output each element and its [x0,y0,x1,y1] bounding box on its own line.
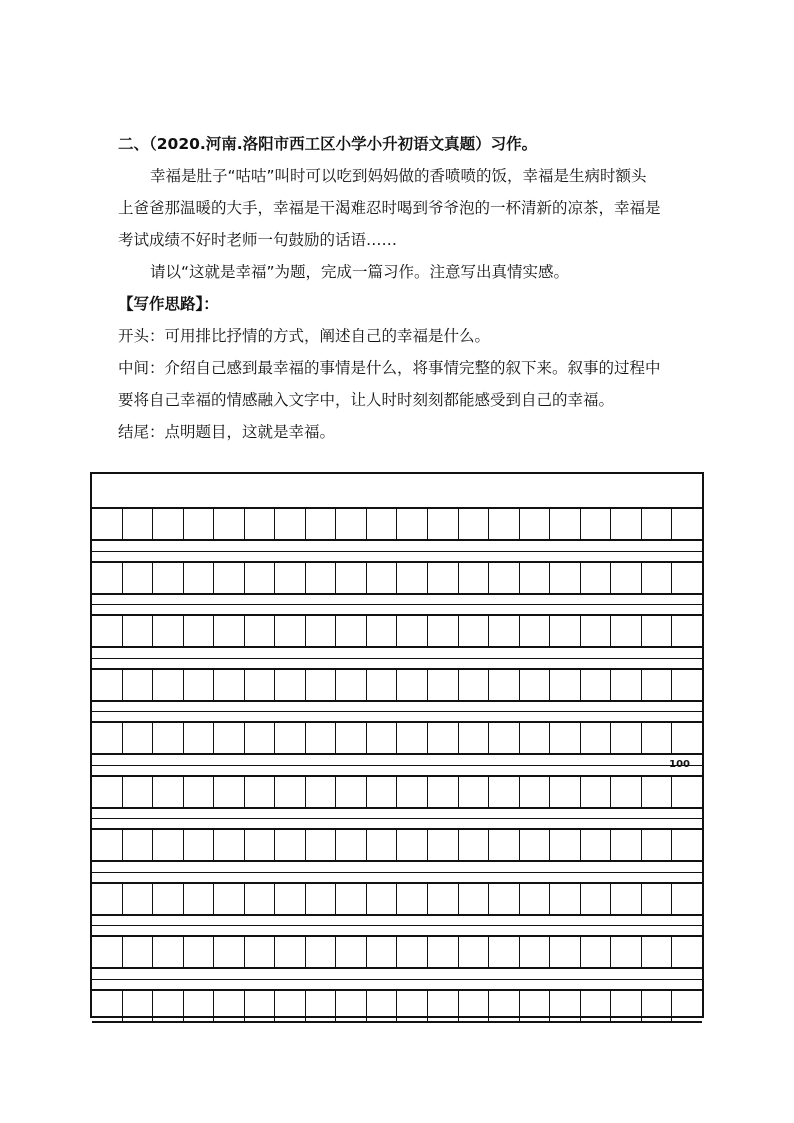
grid-cell[interactable] [519,616,550,646]
grid-cell[interactable] [427,723,458,753]
grid-cell[interactable] [213,723,244,753]
grid-cell[interactable] [183,616,214,646]
grid-cell[interactable] [366,509,397,539]
grid-cell[interactable] [580,777,611,807]
grid-cell[interactable] [580,509,611,539]
grid-cell[interactable] [519,777,550,807]
grid-cell[interactable] [152,563,183,593]
grid-cell[interactable] [213,937,244,967]
grid-cell[interactable] [366,937,397,967]
row-gap-line [92,979,702,980]
grid-cell[interactable] [92,670,122,700]
grid-cell[interactable] [244,509,275,539]
grid-cell[interactable] [274,937,305,967]
grid-cell[interactable] [427,991,458,1021]
grid-cell[interactable] [671,830,702,860]
grid-cell[interactable] [671,509,702,539]
grid-cell[interactable] [244,616,275,646]
grid-cell[interactable] [610,830,641,860]
row-gap-line [92,765,702,766]
grid-cell[interactable] [427,670,458,700]
grid-cell[interactable] [458,830,489,860]
grid-cell[interactable] [305,563,336,593]
grid-cell[interactable] [610,563,641,593]
grid-cell[interactable] [274,670,305,700]
grid-cell[interactable] [335,830,366,860]
grid-cell[interactable] [152,991,183,1021]
grid-cell[interactable] [335,884,366,914]
grid-cell[interactable] [488,616,519,646]
row-gap-line [92,925,702,926]
grid-cell[interactable] [549,777,580,807]
grid-cell[interactable] [213,884,244,914]
grid-cell[interactable] [92,616,122,646]
grid-cell[interactable] [580,563,611,593]
grid-cell[interactable] [671,884,702,914]
row-gap-line [92,711,702,712]
grid-cell[interactable] [396,991,427,1021]
grid-cell[interactable] [152,723,183,753]
grid-cell[interactable] [213,830,244,860]
grid-cell[interactable] [549,991,580,1021]
prompt-line-2: 上爸爸那温暖的大手，幸福是干渴难忍时喝到爷爷泡的一杯清新的凉茶，幸福是 [118,199,661,217]
grid-cell[interactable] [396,670,427,700]
grid-cell[interactable] [671,670,702,700]
grid-cell[interactable] [366,991,397,1021]
grid-cell[interactable] [335,991,366,1021]
guide-line-1: 开头：可用排比抒情的方式，阐述自己的幸福是什么。 [118,327,491,345]
grid-cell[interactable] [335,563,366,593]
grid-cell[interactable] [488,670,519,700]
grid-cell[interactable] [488,509,519,539]
grid-cell[interactable] [396,830,427,860]
grid-cell[interactable] [580,616,611,646]
grid-cell[interactable] [152,509,183,539]
grid-cell[interactable] [244,884,275,914]
grid-cell[interactable] [244,723,275,753]
grid-cell[interactable] [213,509,244,539]
grid-cell[interactable] [213,777,244,807]
grid-cell[interactable] [183,563,214,593]
grid-cell[interactable] [580,830,611,860]
grid-cell[interactable] [396,777,427,807]
grid-cell[interactable] [335,937,366,967]
grid-cell[interactable] [396,509,427,539]
grid-cell[interactable] [488,777,519,807]
grid-cell[interactable] [427,509,458,539]
grid-row [92,935,702,969]
row-gap-line [92,551,702,552]
grid-cell[interactable] [549,670,580,700]
grid-cell[interactable] [671,723,702,753]
grid-cell[interactable] [92,509,122,539]
grid-cell[interactable] [488,991,519,1021]
grid-cell[interactable] [152,830,183,860]
grid-row [92,989,702,1023]
grid-row [92,721,702,755]
grid-cell[interactable] [122,991,153,1021]
grid-cell[interactable] [122,777,153,807]
guide-line-4: 结尾：点明题目，这就是幸福。 [118,423,336,441]
grid-cell[interactable] [305,616,336,646]
grid-cell[interactable] [396,723,427,753]
grid-cell[interactable] [519,991,550,1021]
grid-cell[interactable] [580,884,611,914]
grid-cell[interactable] [244,563,275,593]
grid-cell[interactable] [366,616,397,646]
guide-line-3: 要将自己幸福的情感融入文字中，让人时时刻刻都能感受到自己的幸福。 [118,391,615,409]
grid-cell[interactable] [671,616,702,646]
guide-line-2: 中间：介绍自己感到最幸福的事情是什么，将事情完整的叙下来。叙事的过程中 [118,359,661,377]
grid-cell[interactable] [244,670,275,700]
grid-cell[interactable] [641,670,672,700]
grid-cell[interactable] [610,937,641,967]
grid-cell[interactable] [122,670,153,700]
grid-cell[interactable] [92,937,122,967]
grid-cell[interactable] [458,509,489,539]
grid-row [92,882,702,916]
grid-cell[interactable] [213,991,244,1021]
grid-row [92,668,702,702]
grid-cell[interactable] [396,563,427,593]
grid-cell[interactable] [183,509,214,539]
grid-cell[interactable] [122,937,153,967]
grid-cell[interactable] [274,509,305,539]
grid-cell[interactable] [396,884,427,914]
grid-cell[interactable] [92,991,122,1021]
grid-cell[interactable] [641,884,672,914]
grid-cell[interactable] [92,777,122,807]
grid-cell[interactable] [671,563,702,593]
grid-cell[interactable] [366,884,397,914]
grid-cell[interactable] [458,937,489,967]
grid-cell[interactable] [458,616,489,646]
grid-cell[interactable] [458,563,489,593]
grid-cell[interactable] [610,991,641,1021]
grid-cell[interactable] [549,830,580,860]
grid-cell[interactable] [610,777,641,807]
grid-cell[interactable] [244,830,275,860]
grid-cell[interactable] [488,884,519,914]
grid-cell[interactable] [305,884,336,914]
grid-cell[interactable] [549,563,580,593]
grid-cell[interactable] [274,723,305,753]
grid-cell[interactable] [580,991,611,1021]
grid-cell[interactable] [641,509,672,539]
grid-cell[interactable] [610,884,641,914]
grid-row [92,828,702,862]
grid-cell[interactable] [580,723,611,753]
grid-cell[interactable] [244,937,275,967]
grid-cell[interactable] [274,563,305,593]
grid-cell[interactable] [152,616,183,646]
prompt-line-3: 考试成绩不好时老师一句鼓励的话语…… [118,231,398,249]
grid-cell[interactable] [305,937,336,967]
grid-cell[interactable] [305,670,336,700]
grid-cell[interactable] [610,670,641,700]
grid-cell[interactable] [152,937,183,967]
grid-cell[interactable] [274,616,305,646]
grid-cell[interactable] [122,563,153,593]
grid-cell[interactable] [305,723,336,753]
grid-cell[interactable] [274,777,305,807]
word-count-label: 100 [669,759,690,770]
grid-cell[interactable] [549,723,580,753]
grid-cell[interactable] [305,777,336,807]
grid-row [92,614,702,648]
prompt-line-1: 幸福是肚子“咕咕”叫时可以吃到妈妈做的香喷喷的饭，幸福是生病时额头 [150,167,647,185]
grid-cell[interactable] [519,937,550,967]
row-gap-line [92,872,702,873]
grid-cell[interactable] [183,670,214,700]
grid-row [92,775,702,809]
grid-cell[interactable] [488,830,519,860]
grid-cell[interactable] [396,616,427,646]
grid-cell[interactable] [427,563,458,593]
grid-cell[interactable] [274,830,305,860]
grid-cell[interactable] [519,509,550,539]
grid-cell[interactable] [427,777,458,807]
grid-cell[interactable] [641,991,672,1021]
grid-cell[interactable] [122,509,153,539]
grid-row [92,507,702,541]
grid-cell[interactable] [183,830,214,860]
instruction: 请以“这就是幸福”为题，完成一篇习作。注意写出真情实感。 [150,263,570,281]
grid-row [92,561,702,595]
grid-cell[interactable] [641,830,672,860]
grid-cell[interactable] [458,884,489,914]
grid-cell[interactable] [92,884,122,914]
grid-cell[interactable] [305,991,336,1021]
grid-cell[interactable] [641,563,672,593]
grid-cell[interactable] [427,884,458,914]
grid-cell[interactable] [122,723,153,753]
grid-cell[interactable] [366,723,397,753]
grid-cell[interactable] [183,884,214,914]
row-gap-line [92,604,702,605]
grid-cell[interactable] [183,723,214,753]
grid-cell[interactable] [610,723,641,753]
grid-cell[interactable] [671,937,702,967]
grid-cell[interactable] [396,937,427,967]
grid-cell[interactable] [183,937,214,967]
grid-cell[interactable] [366,830,397,860]
grid-cell[interactable] [671,991,702,1021]
grid-cell[interactable] [671,777,702,807]
grid-cell[interactable] [641,937,672,967]
grid-cell[interactable] [641,777,672,807]
grid-cell[interactable] [641,616,672,646]
grid-cell[interactable] [519,830,550,860]
grid-cell[interactable] [458,777,489,807]
grid-cell[interactable] [427,830,458,860]
grid-cell[interactable] [335,777,366,807]
grid-cell[interactable] [366,563,397,593]
grid-cell[interactable] [366,670,397,700]
grid-cell[interactable] [580,937,611,967]
grid-cell[interactable] [335,509,366,539]
row-gap-line [92,818,702,819]
grid-cell[interactable] [335,670,366,700]
grid-cell[interactable] [427,937,458,967]
question-header: 二、（2020.河南.洛阳市西工区小学小升初语文真题）习作。 [118,135,538,153]
grid-cell[interactable] [213,616,244,646]
grid-cell[interactable] [610,616,641,646]
grid-cell[interactable] [335,616,366,646]
grid-cell[interactable] [183,991,214,1021]
grid-cell[interactable] [274,884,305,914]
grid-cell[interactable] [183,777,214,807]
guide-title: 【写作思路】： [118,295,219,313]
grid-cell[interactable] [305,509,336,539]
grid-cell[interactable] [122,616,153,646]
grid-cell[interactable] [519,723,550,753]
grid-cell[interactable] [549,509,580,539]
grid-cell[interactable] [458,723,489,753]
grid-cell[interactable] [427,616,458,646]
grid-cell[interactable] [519,884,550,914]
grid-cell[interactable] [580,670,611,700]
grid-cell[interactable] [213,670,244,700]
grid-cell[interactable] [244,991,275,1021]
grid-cell[interactable] [152,777,183,807]
grid-cell[interactable] [152,884,183,914]
grid-cell[interactable] [244,777,275,807]
grid-cell[interactable] [610,509,641,539]
grid-cell[interactable] [305,830,336,860]
grid-cell[interactable] [549,937,580,967]
grid-cell[interactable] [519,670,550,700]
writing-grid [90,472,704,1018]
grid-cell[interactable] [549,884,580,914]
grid-cell[interactable] [335,723,366,753]
grid-cell[interactable] [366,777,397,807]
grid-cell[interactable] [488,723,519,753]
grid-cell[interactable] [122,830,153,860]
grid-cell[interactable] [458,991,489,1021]
grid-cell[interactable] [641,723,672,753]
grid-cell[interactable] [519,563,550,593]
grid-cell[interactable] [92,563,122,593]
grid-cell[interactable] [152,670,183,700]
row-gap-line [92,658,702,659]
grid-cell[interactable] [549,616,580,646]
grid-cell[interactable] [458,670,489,700]
grid-cell[interactable] [488,563,519,593]
grid-cell[interactable] [488,937,519,967]
grid-cell[interactable] [92,830,122,860]
grid-cell[interactable] [213,563,244,593]
grid-cell[interactable] [122,884,153,914]
grid-cell[interactable] [274,991,305,1021]
grid-cell[interactable] [92,723,122,753]
